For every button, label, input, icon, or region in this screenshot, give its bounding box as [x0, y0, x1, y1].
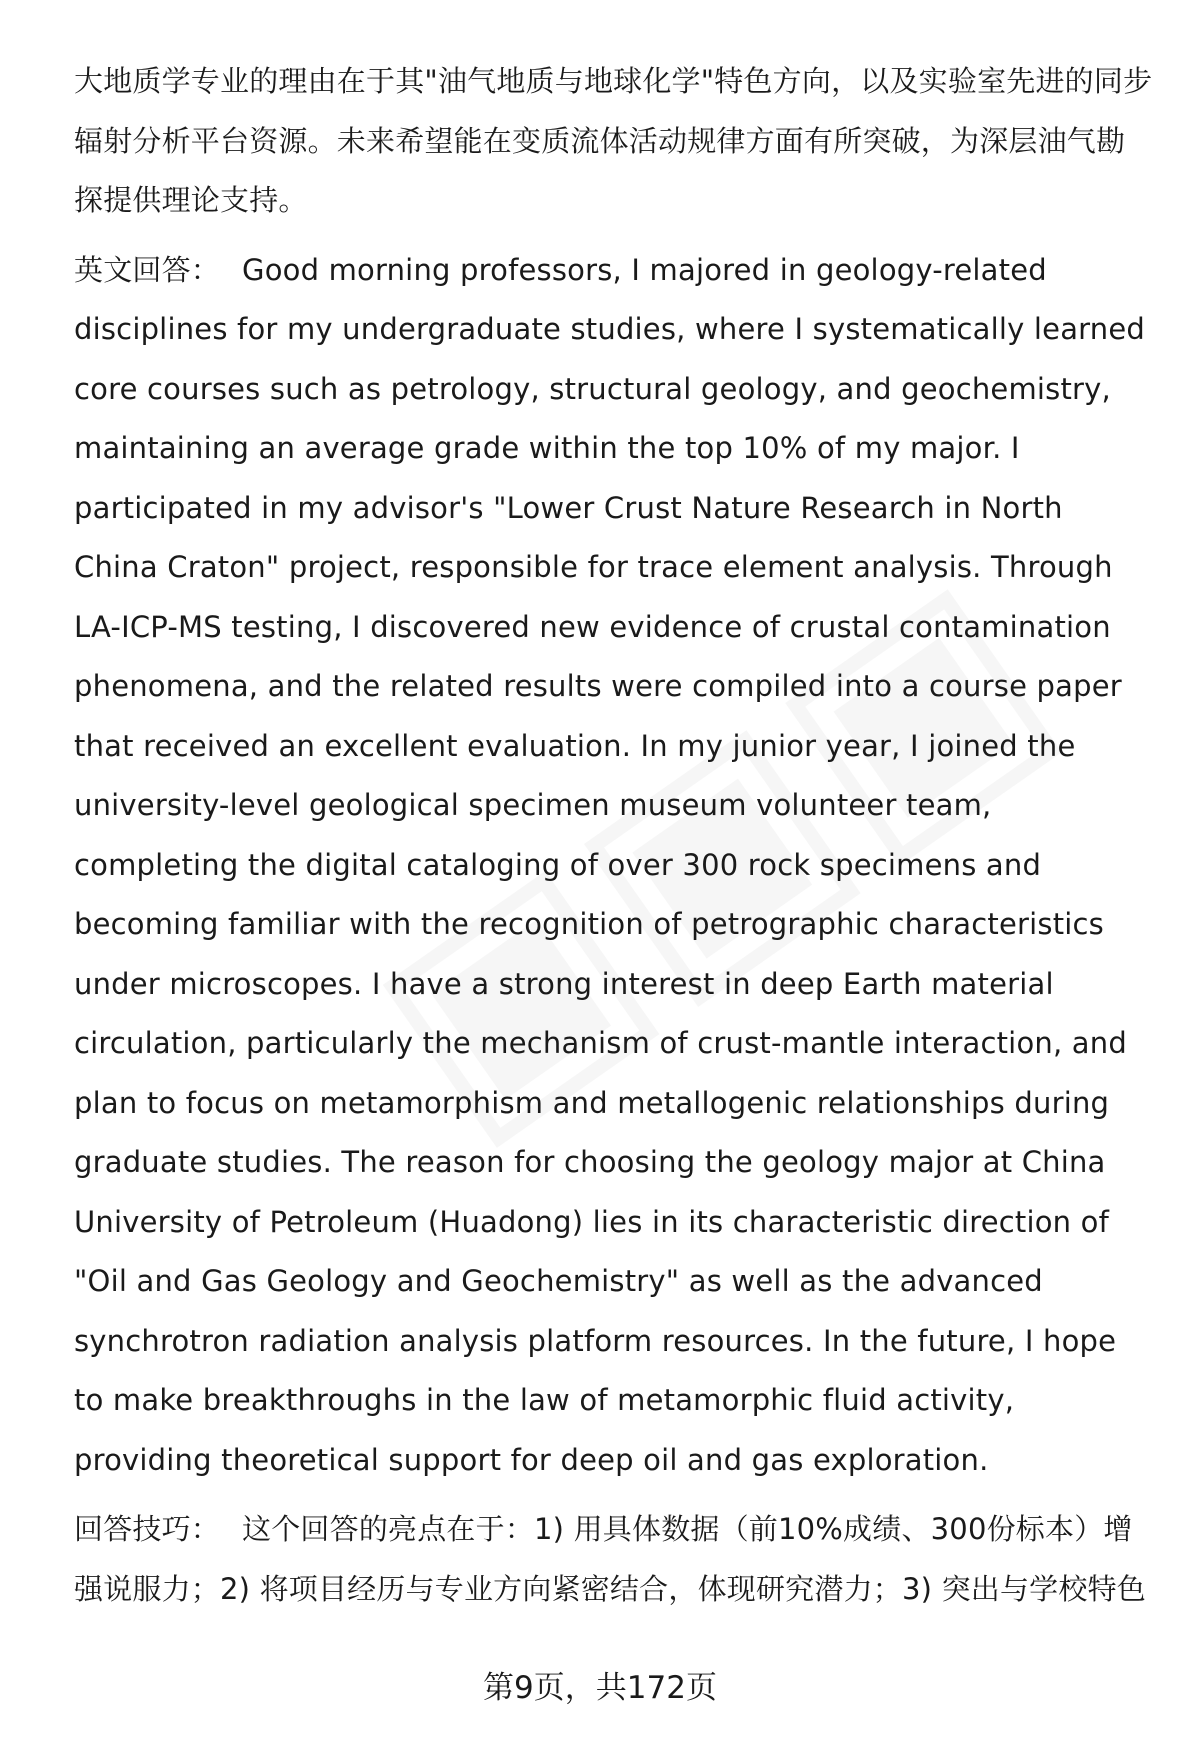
tips-paragraph: [74, 1500, 1154, 1619]
english-answer-text: Good morning professors, I majored in geology-related disciplines for my undergraduate studies, where I systematically learned core courses such as petrology, structural geology, and geochemistry, maintaining an average grade within the top 10% of my major. I participated in my advisor's "Lower Crust Nature Research in North China Craton" project, responsible for trace element analysis. Through LA-ICP-MS testing, I discovered new evidence of crustal contamination phenomena, and the related results were compiled into a course paper that received an excellent evaluation. In my junior year, I joined the university-level geological specimen museum volunteer team, completing the digital cataloging of over 300 rock specimens and becoming familiar with the recognition of petrographic characteristics under microscopes. I have a strong interest in deep Earth material circulation, particularly the mechanism of crust-mantle interaction, and plan to focus on metamorphism and metallogenic relationships during graduate studies. The reason for choosing the geology major at China University of Petroleum (Huadong) lies in its characteristic direction of "Oil and Gas Geology and Geochemistry" as well as the advanced synchrotron radiation analysis platform resources. In the future, I hope to make breakthroughs in the law of metamorphic fluid activity, providing theoretical support for deep oil and gas exploration.: [74, 252, 1146, 1477]
english-answer-label: 英文回答：: [74, 252, 221, 287]
page-indicator: 第9页，共172页: [483, 1670, 717, 1706]
tips-label: 回答技巧：: [74, 1512, 221, 1546]
document-body: [74, 52, 1154, 1619]
top-paragraph: 大地质学专业的理由在于其"油气地质与地球化学"特色方向，以及实验室先进的同步辐射分析平台资源。未来希望能在变质流体活动规律方面有所突破，为深层油气勘探提供理论支持。: [74, 64, 1153, 217]
tips-text: 这个回答的亮点在于：1) 用具体数据（前10%成绩、300份标本）增强说服力；2) 将项目经历与专业方向紧密结合，体现研究潜力；3) 突出与学校特色: [74, 1512, 1146, 1606]
english-answer-paragraph: [74, 241, 1154, 1491]
